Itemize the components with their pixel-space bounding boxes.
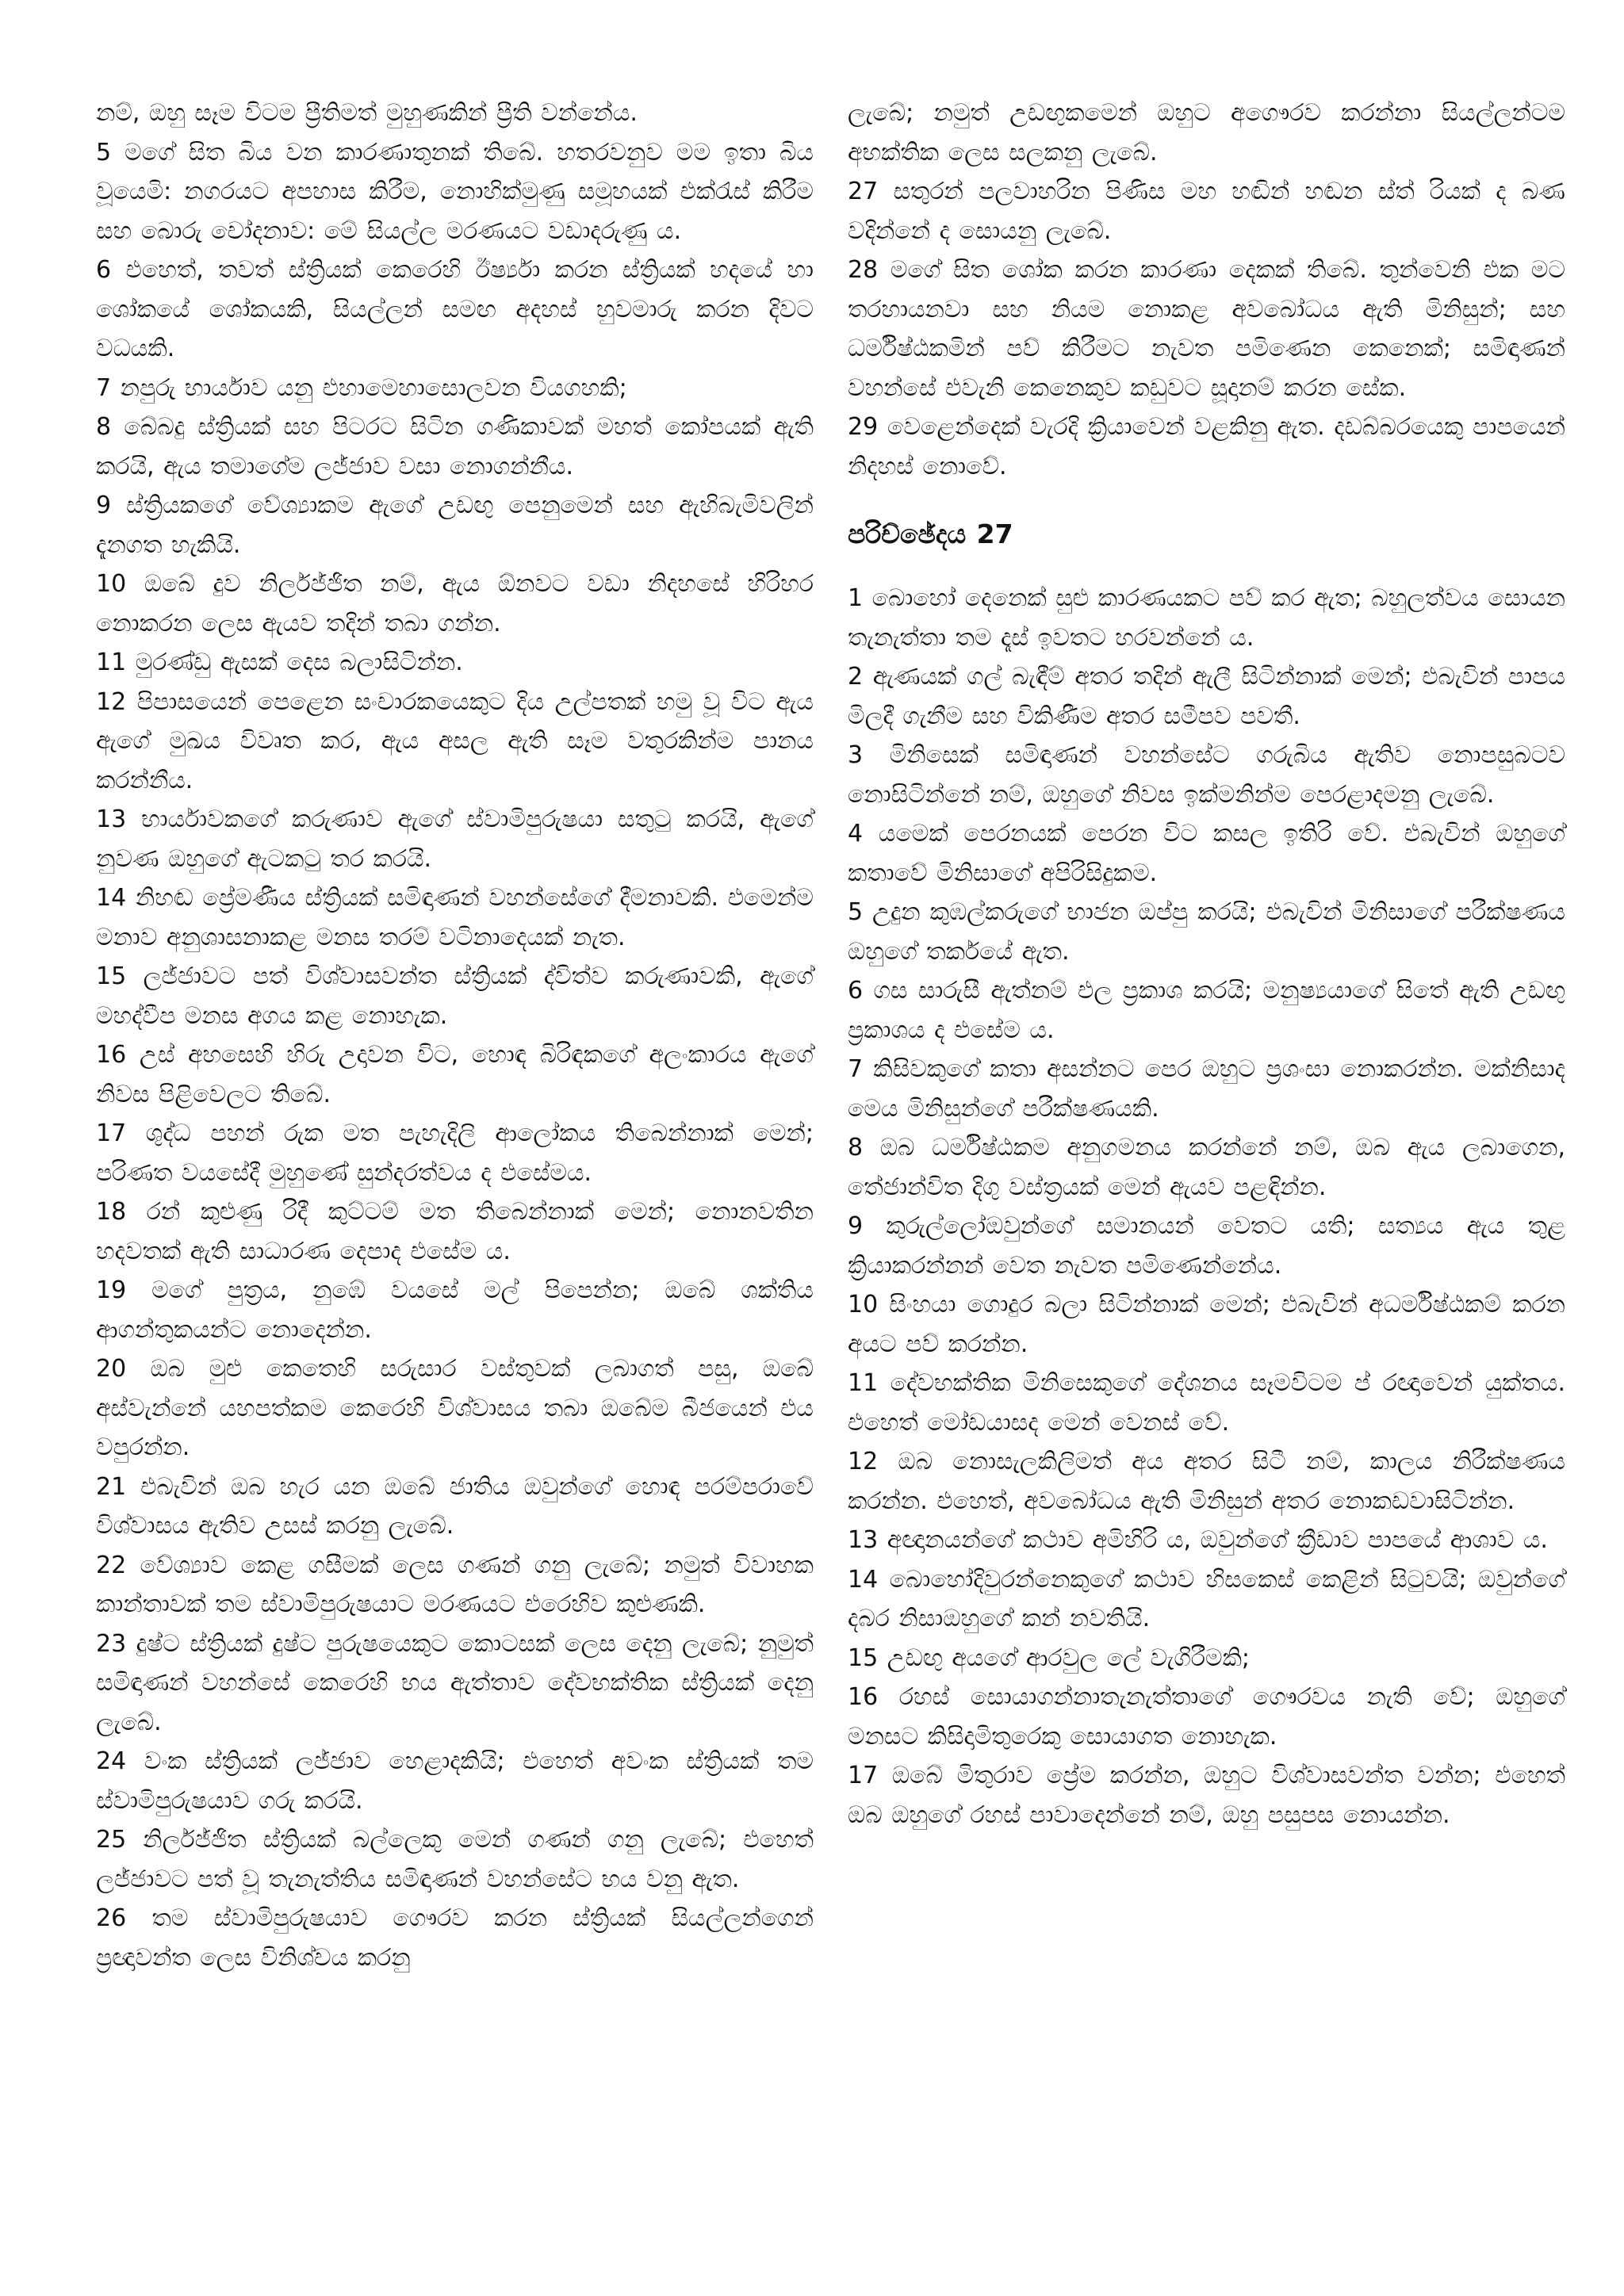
verse-19: 19 මගේ පුත්‍රය, නුඹේ වයසේ මල් පිපෙන්න; ඔබේ ශක්තිය ආගන්තුකයන්ට නොදෙන්න.	[96, 1276, 814, 1344]
verse-21: 21 එබැවින් ඔබ හැර යන ඔබේ ජාතිය ඔවුන්ගේ හොඳ පරම්පරාවේ විශ්වාසය ඇතිව උසස් කරනු ලැබේ.	[96, 1472, 814, 1540]
verse-26: 26 තම ස්වාමිපුරුෂයාව ගෞරව කරන ස්ත්‍රියක් සියල්ලන්ගෙන් ප්‍රඥාවන්ත ලෙස විනිශ්චය කරනු	[96, 1904, 814, 1972]
verse-15: 15 ලජ්ජාවට පත් විශ්වාසවන්ත ස්ත්‍රියක් ද්විත්ව කරුණාවකි, ඇගේ මහද්වීප මනස අගය කළ නොහැක.	[96, 962, 814, 1030]
chapter27-verse-11: 11 දේවභක්තික මිනිසෙකුගේ දේශනය සෑමවිටම ප් රඥාවෙන් යුක්තය. එහෙත් මෝඩයාසද මෙන් වෙනස් වේ.	[848, 1369, 1565, 1437]
verse-8: 8 බේබදු ස්ත්‍රියක් සහ පිටරට සිටින ගණිකාවක් මහත් කෝපයක් ඇති කරයි, ඇය තමාගේම ලජ්ජාව වසා නොගන්නීය.	[96, 413, 814, 480]
verse-9: 9 ස්ත්‍රියකගේ වේශ්‍යාකම ඇගේ උඩඟු පෙනුමෙන් සහ ඇහිබැමිවලින් දැනගත හැකියි.	[96, 492, 814, 559]
verse-23: 23 දුෂ්ට ස්ත්‍රියක් දුෂ්ට පුරුෂයෙකුට කොටසක් ලෙස දෙනු ලැබේ; නුමුත් සමිඳාණන් වහන්සේ කෙරෙහි භය ඇත්තාව දේවභක්තික ස්ත්‍රියක් දෙනු ලැබේ.	[96, 1629, 814, 1736]
verse-27: 27 සතුරන් පලවාහරින පිණිස මහ හඬින් හඬන ස්ත් රියක් ද බණ වදින්නේ ද සොයනු ලැබේ.	[848, 178, 1565, 245]
verse-26-continuation: ලැබේ; නමුත් උඩඟුකමෙන් ඔහුට අගෞරව කරන්නා සියල්ලන්ටම අභක්තික ලෙස සලකනු ලැබේ.	[848, 99, 1565, 166]
left-column	[96, 94, 814, 1977]
verse-16: 16 උස් අහසෙහි හිරු උදාවන විට, හොඳ බිරිඳකගේ අලංකාරය ඇගේ නිවස පිළිවෙලට තිබේ.	[96, 1041, 814, 1108]
right-column	[848, 94, 1565, 1835]
chapter27-verse-7: 7 කිසිවකුගේ කතා අසන්නට පෙර ඔහුට ප්‍රශංසා නොකරන්න. මක්නිසාද මෙය මිනිසුන්ගේ පරීක්ෂණයකි.	[848, 1055, 1565, 1123]
chapter27-verse-10: 10 සිංහයා ගොදුර බලා සිටින්නාක් මෙන්; එබැවින් අධර්මිෂ්ඨකම් කරන අයට පව් කරන්න.	[848, 1291, 1565, 1358]
chapter27-verse-1: 1 බොහෝ දෙනෙක් සුළු කාරණයකට පව් කර ඇත; බහුලත්වය සොයන තැනැත්තා තම දෑස් ඉවතට හරවන්නේ ය.	[848, 584, 1566, 652]
chapter27-verse-8: 8 ඔබ ධර්මිෂ්ඨකම අනුගමනය කරන්නේ නම්, ඔබ ඇය ලබාගෙන, තේජාන්විත දිගු වස්ත්‍රයක් මෙන් ඇයව පළඳින්න.	[848, 1134, 1565, 1201]
verse-11: 11 මුරණ්ඩු ඇසක් දෙස බලාසිටින්න.	[96, 649, 463, 676]
chapter27-verse-2: 2 ඇණයක් ගල් බැඳීම් අතර තදින් ඇලී සිටින්නාක් මෙන්; එබැවින් පාපය මිලදී ගැනීම සහ විකිණීම අතර සමීපව පවතී.	[848, 663, 1565, 730]
verse-12: 12 පිපාසයෙන් පෙළෙන සංචාරකයෙකුට දිය උල්පතක් හමු වූ විට ඇය ඇගේ මුඛය විවෘත කර, ඇය අසල ඇති සෑම වතුරකින්ම පානය කරන්නීය.	[96, 687, 814, 794]
verse-continuation: නම්, ඔහු සෑම විටම ප්‍රීතිමත් මුහුණකින් ප්‍රීති වන්නේය.	[96, 99, 638, 127]
verse-10: 10 ඔබේ දුව නිර්ලජ්ජිත නම්, ඇය ඕනවට වඩා නිදහසේ හිරිහර නොකරන ලෙස ඇයව තදින් තබා ගන්න.	[96, 570, 814, 637]
verse-28: 28 මගේ සිත ශෝක කරන කාරණා දෙකක් තිබේ. තුන්වෙනි එක මට තරහායනවා සහ නියම නොකළ අවබෝධය ඇති මිනිසුන්; සහ ධර්මිෂ්ඨකමින් පව් කිරීමට නැවත පමිණෙන කෙනෙක්; සමිඳාණන් වහන්සේ එවැනි කෙනෙකුව කඩුවට සූදානම් කරන සේක.	[848, 256, 1565, 402]
verse-29: 29 වෙළෙන්දෙක් වැරදි ක්‍රියාවෙන් වළකිනු ඇත. දඩබ්බරයෙකු පාපයෙන් නිදහස් නොවේ.	[848, 413, 1565, 480]
chapter27-verse-14: 14 බොහෝදිවුරන්නෙකුගේ කථාව හිසකෙස් කෙළින් සිටුවයි; ඔවුන්ගේ දබර නිසාඔහුගේ කන් නවතියි.	[848, 1565, 1565, 1632]
chapter27-verse-3: 3 මිනිසෙක් සමිඳාණන් වහන්සේට ගරුබිය ඇතිව නොපසුබටව නොසිටින්නේ නම්, ඔහුගේ නිවස ඉක්මනින්ම පෙරළාදමනු ලැබේ.	[848, 741, 1565, 809]
chapter27-verse-5: 5 උදුන කුඹල්කරුගේ භාජන ඔප්පු කරයි; එබැවින් මිනිසාගේ පරීක්ෂණය ඔහුගේ තර්කයේ ඇත.	[848, 898, 1565, 966]
verse-14: 14 නිහඬ ප්‍රේමණීය ස්ත්‍රියක් සමිඳාණන් වහන්සේගේ දීමනාවකි. එමෙන්ම මනාව අනුශාසනාකළ මනස තරම් වටිනාදෙයක් නැත.	[96, 884, 814, 951]
chapter27-verse-4: 4 යමෙක් පෙරනයක් පෙරන විට කසල ඉතිරි වේ. එබැවින් ඔහුගේ කතාවේ මිනිසාගේ අපිරිසිදුකම.	[848, 820, 1565, 887]
verse-13: 13 භාර්යාවකගේ කරුණාව ඇගේ ස්වාමිපුරුෂයා සතුටු කරයි, ඇගේ නුවණ ඔහුගේ ඇටකටු තර කරයි.	[96, 806, 814, 873]
chapter27-verse-16: 16 රහස් සොයාගන්නාතැනැත්තාගේ ගෞරවය නැති වේ; ඔහුගේ මනසට කිසිදාමිතුරෙකු සොයාගත නොහැක.	[848, 1683, 1565, 1751]
verse-17: 17 ශුද්ධ පහන් රුක මත පැහැදිලි ආලෝකය තිබෙන්නාක් මෙන්; පරිණත වයසේදී මුහුණේ සුන්දරත්වය ද එසේමය.	[96, 1119, 814, 1187]
chapter27-verse-17: 17 ඔබේ මිතුරාව ප්‍රේම කරන්න, ඔහුට විශ්වාසවන්ත වන්න; එහෙත් ඔබ ඔහුගේ රහස් පාවාදෙන්නේ නම්, ඔහු පසුපස නොයන්න.	[848, 1762, 1565, 1829]
chapter27-verse-12: 12 ඔබ නොසැලකිලිමත් අය අතර සිටී නම්, කාලය නිරීක්ෂණය කරන්න. එහෙත්, අවබෝධය ඇති මිනිසුන් අතර නොකඩවාසිටින්න.	[848, 1448, 1565, 1515]
verse-5: 5 මගේ සිත බිය වන කාරණාතුනක් තිබේ. හතරවනුව මම ඉතා බිය වූයෙමි: නගරයට අපහාස කිරීම, නොහික්මුණු සමූහයක් එක්රැස් කිරීම සහ බොරු චෝදනාව: මේ සියල්ල මරණයට වඩාදරුණු ය.	[96, 138, 814, 245]
chapter-heading: පරිච්ඡේදය 27	[848, 519, 1013, 549]
verse-18: 18 රන් කුළුණු රිදී කුට්ටම් මත තිබෙන්නාක් මෙන්; නොනවතින හදවතක් ඇති සාධාරණ දෙපාද එසේම ය.	[96, 1198, 814, 1265]
verse-22: 22 වේශ්‍යාව කෙළ ගසීමක් ලෙස ගණන් ගනු ලැබේ; නමුත් විවාහක කාන්තාවක් තම ස්වාමිපුරුෂයාට මරණයට එරෙහිව කුළුණකි.	[96, 1551, 814, 1618]
chapter27-verse-13: 13 අඥානයන්ගේ කථාව අමිහිරි ය, ඔවුන්ගේ ක්‍රීඩාව පාපයේ ආශාව ය.	[848, 1526, 1548, 1554]
verse-24: 24 වංක ස්ත්‍රියක් ලජ්ජාව හෙළාදකියි; එහෙත් අවංක ස්ත්‍රියක් තම ස්වාමිපුරුෂයාව ගරු කරයි.	[96, 1747, 814, 1815]
verse-6: 6 එහෙත්, තවත් ස්ත්‍රියක් කෙරෙහි ඊර්ෂ්‍යා කරන ස්ත්‍රියක් හදයේ හා ශෝකයේ ශෝකයකි, සියල්ලන් සමඟ අදහස් හුවමාරු කරන දිවට වධයකි.	[96, 256, 814, 362]
chapter27-verse-9: 9 කුරුල්ලෝඔවුන්ගේ සමානයන් වෙතට යති; සත්‍යය ඇය තුළ ක්‍රියාකරන්නන් වෙත නැවත පමිණෙන්නේය.	[848, 1212, 1565, 1280]
chapter27-verse-6: 6 ගස සාරුසී ඇත්නම් එල ප්‍රකාශ කරයි; මනුෂ්‍යයාගේ සිතේ ඇති උඩඟු ප්‍රකාශය ද එසේම ය.	[848, 977, 1565, 1044]
verse-25: 25 නිර්ලජ්ජිත ස්ත්‍රියක් බල්ලෙකු මෙන් ගණන් ගනු ලැබේ; එහෙත් ලජ්ජාවට පත් වූ තැනැත්තිය සමිඳාණන් වහන්සේට භය වනු ඇත.	[96, 1826, 814, 1893]
verse-20: 20 ඔබ මුළු කෙතෙහි සරුසාර වස්තුවක් ලබාගත් පසු, ඔබේ අස්වැන්නේ යහපත්කම කෙරෙහි විශ්වාසය තබා ඔබේම බීජයෙන් එය වපුරන්න.	[96, 1355, 814, 1461]
chapter27-verse-15: 15 උඩඟු අයගේ ආරවුල ලේ වැගිරීමකි;	[848, 1644, 1251, 1672]
verse-7: 7 නපුරු භාර්යාව යනු එහාමෙහාසොලවන වියගහකි;	[96, 373, 627, 402]
